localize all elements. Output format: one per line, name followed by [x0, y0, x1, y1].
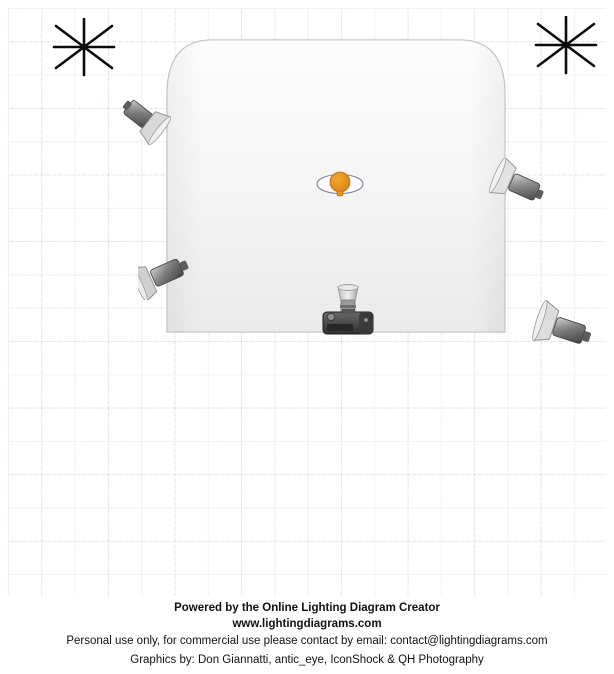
- sun-flare-top-left[interactable]: [52, 18, 118, 83]
- footer-line-website: www.lightingdiagrams.com: [232, 618, 382, 630]
- strobe-mid-left[interactable]: [138, 244, 204, 305]
- diagram-canvas[interactable]: [8, 8, 606, 596]
- footer-line-powered-by: Powered by the Online Lighting Diagram Creator: [174, 602, 440, 614]
- subject-person[interactable]: [312, 166, 368, 211]
- sun-flare-top-right[interactable]: [534, 16, 600, 81]
- footer-line-license: Personal use only, for commercial use please contact by email: contact@lightingdiagrams.com: [66, 635, 548, 647]
- strobe-right-lower[interactable]: [530, 300, 596, 365]
- footer: [0, 600, 614, 670]
- strobe-right-upper[interactable]: [486, 158, 548, 219]
- footer-line-credits: Graphics by: Don Giannatti, antic_eye, IconShock & QH Photography: [130, 654, 484, 666]
- strobe-top-left[interactable]: [112, 96, 172, 157]
- camera[interactable]: [319, 283, 377, 356]
